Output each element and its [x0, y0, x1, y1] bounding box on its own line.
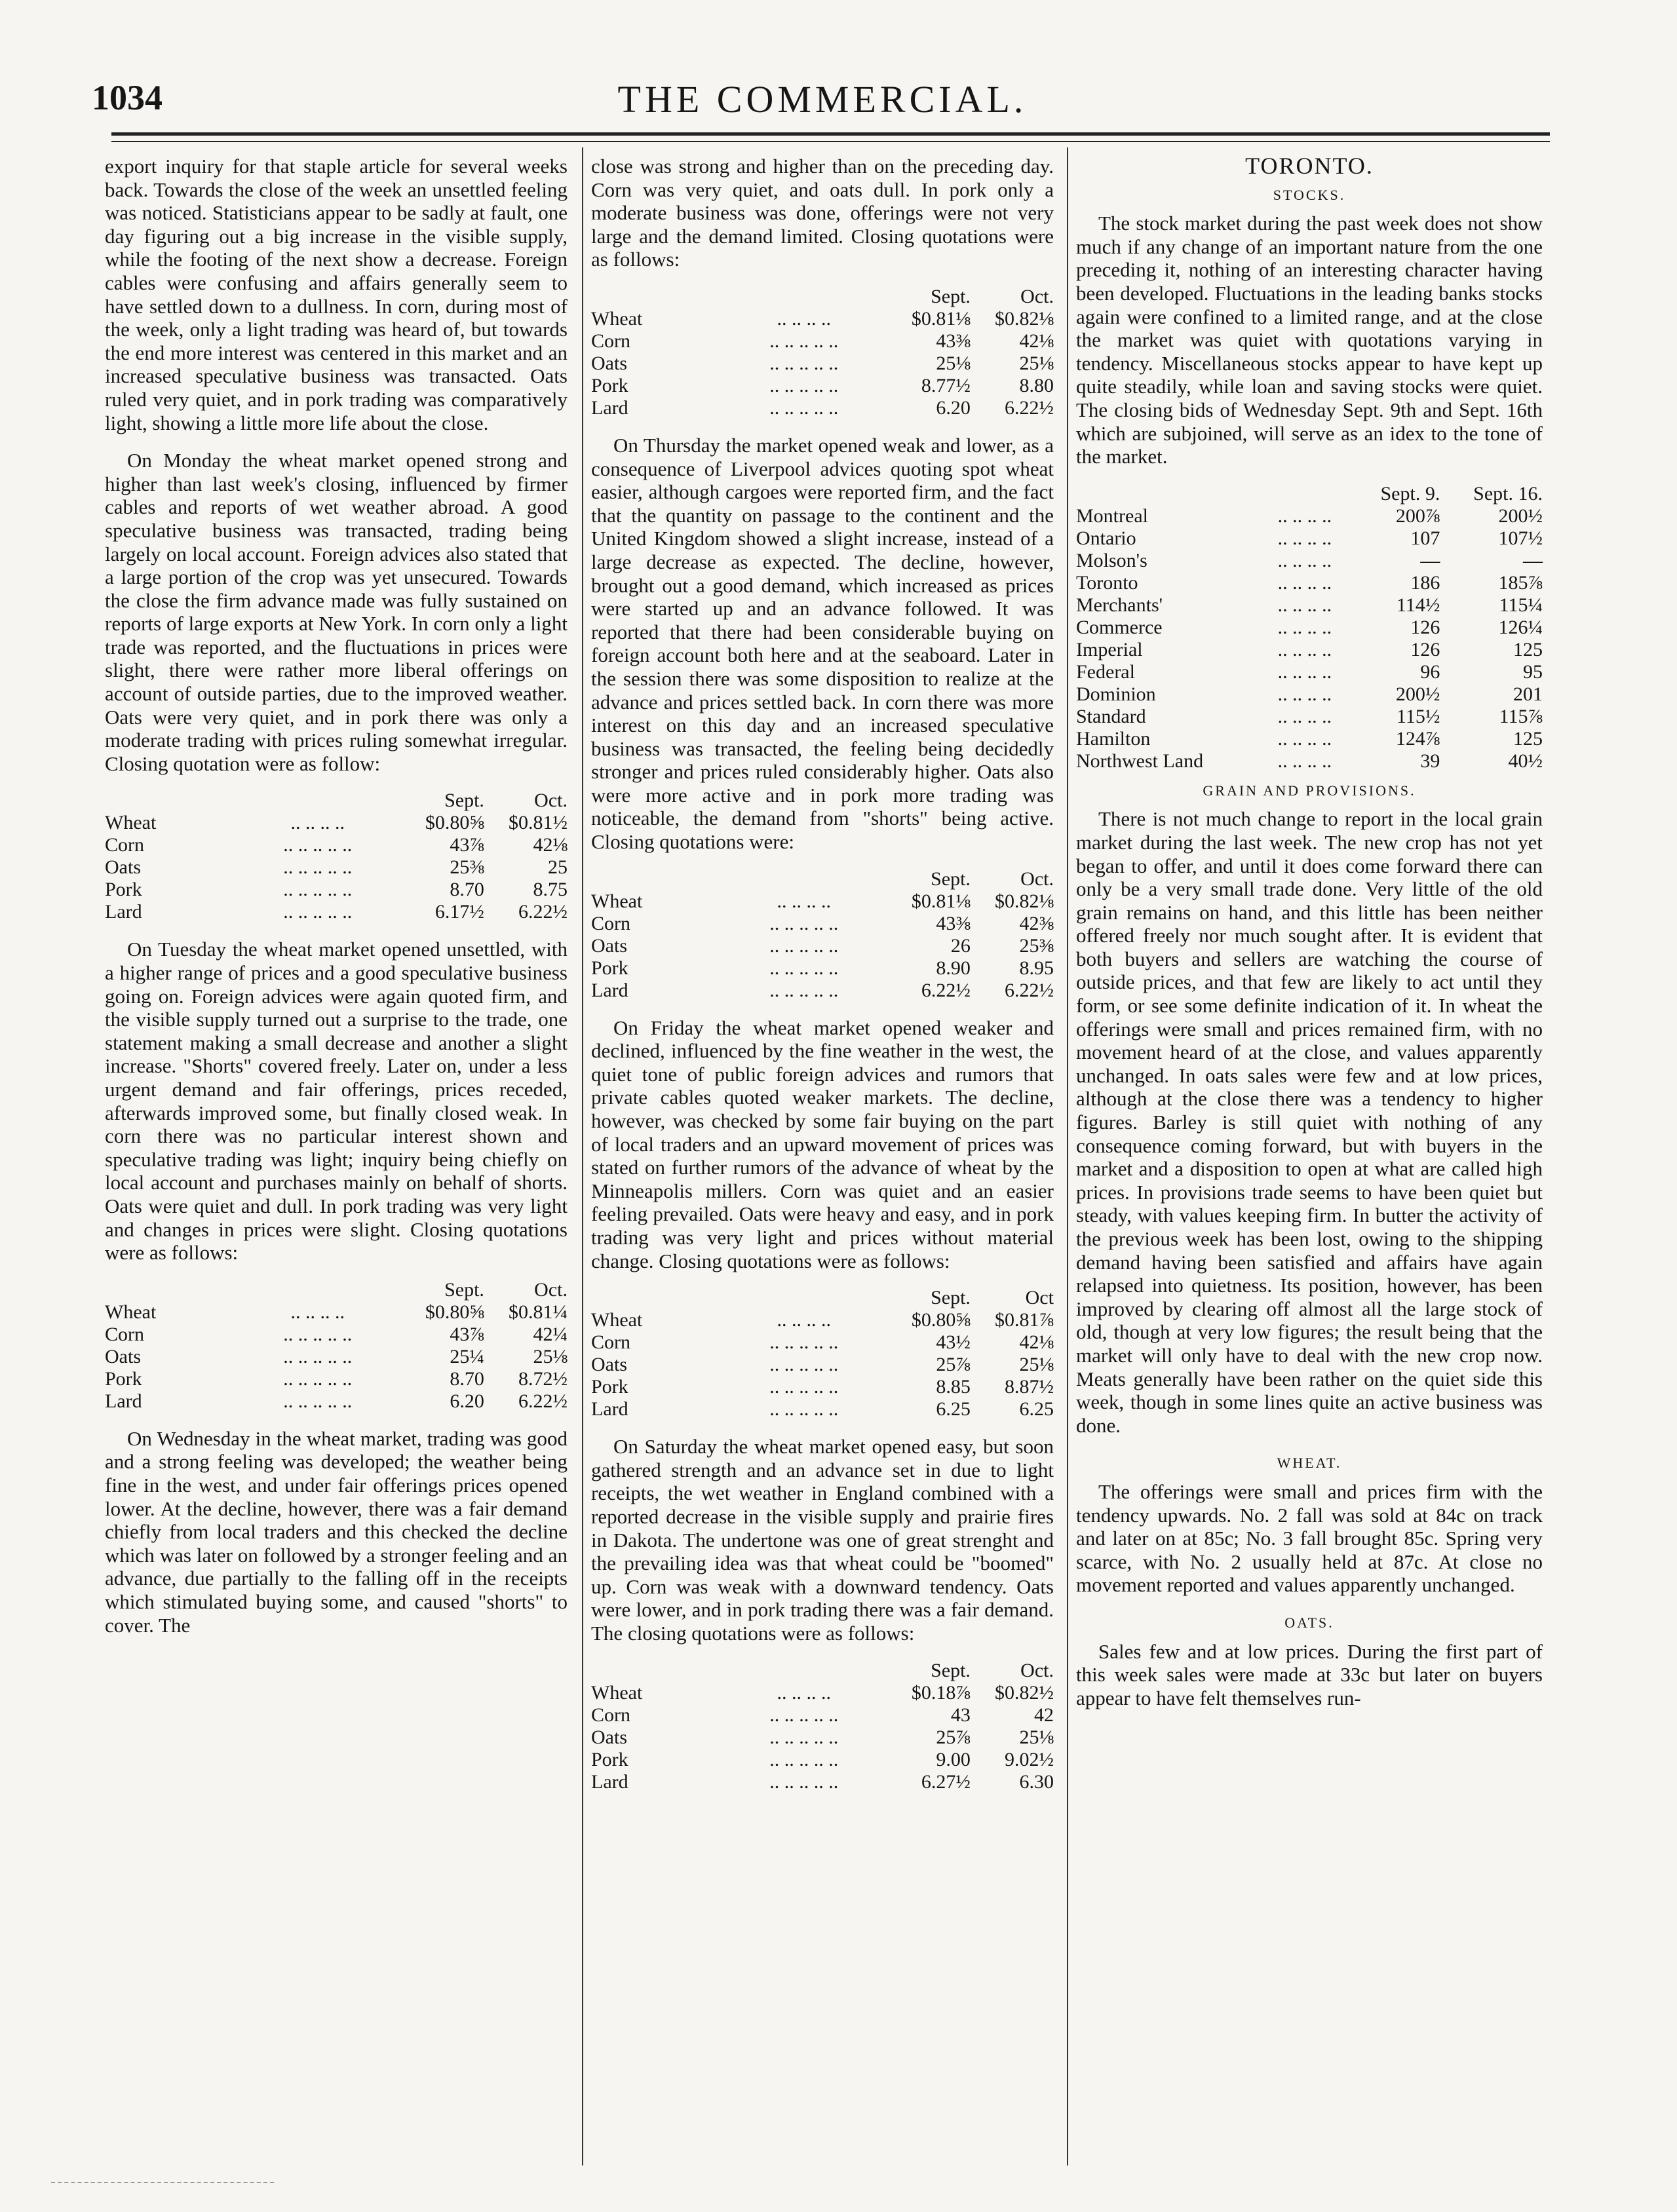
table-row	[105, 879, 568, 901]
table-cell: 43	[950, 1704, 971, 1726]
column-header: Sept.	[931, 1287, 971, 1309]
column-header: Oct.	[534, 1278, 568, 1301]
table-cell: $0.82⅛	[995, 890, 1054, 912]
table-cell: 25⅜	[1019, 934, 1054, 957]
table-row	[1076, 550, 1543, 572]
column-header: Oct.	[1020, 868, 1054, 890]
table-cell: Pork	[591, 957, 628, 979]
table-cell: 43⅞	[450, 1323, 484, 1345]
table-cell: Commerce	[1076, 616, 1163, 638]
table-cell: 186	[1410, 571, 1440, 594]
table-cell: .. .. .. .. ..	[769, 1376, 839, 1398]
table-cell: .. .. .. ..	[1277, 683, 1332, 705]
table-cell: 43⅜	[936, 330, 971, 352]
section-heading: GRAIN AND PROVISIONS.	[1203, 782, 1416, 799]
column-header: Sept.	[931, 285, 971, 307]
column-header: Sept. 9.	[1380, 482, 1440, 505]
table-cell: .. .. .. .. ..	[283, 1390, 353, 1412]
table-cell: 115¼	[1499, 594, 1543, 616]
table-cell: 124⅞	[1395, 727, 1440, 750]
column-header	[1076, 483, 1263, 505]
table-cell: 25⅜	[450, 856, 484, 879]
table-cell: $0.81⅛	[911, 307, 971, 330]
table-cell: Lard	[105, 1390, 142, 1412]
table-cell: .. .. .. .. ..	[769, 1748, 839, 1770]
table-cell: 25	[548, 856, 568, 879]
column-header	[235, 790, 401, 812]
publication-title: THE COMMERCIAL.	[617, 78, 1028, 121]
table-cell: 42⅜	[1019, 912, 1054, 934]
table-cell: $0.18⅞	[911, 1681, 971, 1704]
table-cell: .. .. .. ..	[1277, 660, 1332, 683]
table-cell: Pork	[591, 1748, 628, 1770]
table-cell: 8.80	[1019, 374, 1054, 396]
table-cell: .. .. .. .. ..	[769, 979, 839, 1001]
table-row	[591, 957, 1054, 980]
table-header-row	[1076, 483, 1543, 505]
column-1	[105, 155, 568, 1651]
column-header: Oct.	[1020, 1659, 1054, 1681]
table-cell: 25⅞	[936, 1354, 971, 1376]
table-row	[591, 1749, 1054, 1771]
table-cell: .. .. .. ..	[1277, 571, 1332, 594]
table-header-row	[105, 790, 568, 812]
table-row	[105, 1368, 568, 1390]
table-cell: .. .. .. .. ..	[769, 1354, 839, 1376]
quotation-table	[591, 868, 1054, 1002]
table-row	[105, 901, 568, 923]
table-cell: 125	[1513, 727, 1543, 750]
table-cell: Standard	[1076, 705, 1146, 727]
table-cell: $0.81⅞	[995, 1309, 1054, 1331]
table-cell: Imperial	[1076, 638, 1143, 660]
table-cell: 95	[1523, 660, 1543, 683]
column-header	[591, 286, 721, 308]
table-cell: 8.90	[936, 957, 971, 979]
table-cell: 114½	[1396, 594, 1440, 616]
table-header-row	[591, 286, 1054, 308]
table-row	[1076, 750, 1543, 772]
table-row	[1076, 661, 1543, 683]
table-cell: —	[1420, 549, 1440, 571]
table-cell: .. .. .. .. ..	[283, 1345, 353, 1367]
table-cell: .. .. .. .. ..	[769, 352, 839, 374]
table-cell: 8.72½	[518, 1367, 568, 1390]
table-cell: .. .. .. .. ..	[283, 834, 353, 856]
column-header	[721, 1660, 887, 1682]
table-row	[105, 1324, 568, 1346]
column-header	[721, 286, 887, 308]
table-cell: .. .. .. ..	[777, 1681, 831, 1704]
table-cell: 42⅛	[533, 834, 568, 856]
table-cell: Dominion	[1076, 683, 1156, 705]
table-cell: 6.22½	[518, 901, 568, 923]
table-cell: .. .. .. ..	[777, 1309, 831, 1331]
table-cell: —	[1523, 549, 1543, 571]
table-cell: .. .. .. ..	[1277, 527, 1332, 549]
column-header	[591, 1287, 721, 1309]
table-cell: Pork	[105, 1367, 142, 1390]
quotation-table	[105, 790, 568, 923]
table-cell: 8.75	[533, 879, 568, 901]
table-cell: 42¼	[533, 1323, 568, 1345]
table-row	[105, 1301, 568, 1324]
table-cell: .. .. .. .. ..	[769, 1726, 839, 1748]
table-cell: .. .. .. ..	[290, 812, 345, 834]
table-cell: 107	[1410, 527, 1440, 549]
table-row	[591, 1771, 1054, 1793]
table-cell: .. .. .. .. ..	[769, 957, 839, 979]
article-paragraph: On Friday the wheat market opened weaker and declined, influenced by the fine weather in the west, the quiet tone of public foreign advices and rumors that private cables quoted weaker markets. The decline, however, was checked by some fair buying on the part of local traders and an upward movement of prices was stated on further rumors of the advance of wheat by the Minneapolis millers. Corn was quiet and an easier feeling prevailed. Oats were heavy and easy, and in pork trading was very light and prices without material change. Closing quotations were as follows:	[591, 1016, 1054, 1272]
table-cell: 6.17½	[434, 901, 484, 923]
table-cell: 126¼	[1498, 616, 1543, 638]
column-2	[591, 155, 1054, 1808]
table-row	[1076, 572, 1543, 594]
table-row	[591, 1354, 1054, 1376]
table-cell: 107½	[1498, 527, 1543, 549]
table-cell: .. .. .. .. ..	[769, 1770, 839, 1793]
page-header	[92, 77, 1553, 123]
table-cell: 8.77½	[921, 374, 971, 396]
table-cell: 25⅛	[1019, 1354, 1054, 1376]
table-cell: 6.22½	[1005, 396, 1054, 419]
table-row	[105, 1346, 568, 1368]
section-heading: WHEAT.	[1277, 1455, 1342, 1472]
column-divider-1	[582, 147, 583, 2165]
table-cell: .. .. .. ..	[777, 307, 831, 330]
table-cell: 201	[1513, 683, 1543, 705]
table-header-row	[105, 1279, 568, 1301]
table-cell: Merchants'	[1076, 594, 1163, 616]
table-row	[1076, 683, 1543, 706]
table-cell: .. .. .. ..	[1277, 505, 1332, 527]
table-cell: $0.82⅛	[995, 307, 1054, 330]
table-cell: .. .. .. .. ..	[769, 1704, 839, 1726]
table-row	[591, 1726, 1054, 1749]
section-heading: STOCKS.	[1273, 186, 1346, 203]
column-header	[591, 868, 721, 890]
article-paragraph: Sales few and at low prices. During the first part of this week sales were made at 33c but later on buyers appear to have felt themselves run-	[1076, 1639, 1543, 1709]
table-row	[591, 935, 1054, 957]
table-cell: 42	[1034, 1704, 1054, 1726]
table-cell: Corn	[105, 1323, 144, 1345]
table-cell: 200½	[1498, 505, 1543, 527]
table-cell: Wheat	[591, 1309, 643, 1331]
table-cell: 6.22½	[518, 1390, 568, 1412]
table-cell: 42⅛	[1019, 330, 1054, 352]
table-cell: 126	[1410, 616, 1440, 638]
article-paragraph: On Wednesday in the wheat market, trading was good and a strong feeling was developed; the weather being fine in the west, and under fair offerings prices opened lower. At the decline, however, there was a fair demand chiefly from local traders and this checked the decline which was later on followed by a stronger feeling and an advance, due partially to the falling off in the receipts which stimulated buying some, and caused "shorts" to cover. The	[105, 1426, 568, 1637]
table-cell: 42⅛	[1019, 1331, 1054, 1354]
table-cell: .. .. .. .. ..	[283, 1367, 353, 1390]
table-cell: $0.80⅝	[425, 1301, 484, 1323]
table-cell: Montreal	[1076, 505, 1148, 527]
table-cell: Oats	[105, 856, 141, 879]
table-cell: .. .. .. .. ..	[769, 396, 839, 419]
table-row	[591, 1309, 1054, 1331]
table-cell: .. .. .. ..	[1277, 705, 1332, 727]
table-cell: 26	[950, 934, 971, 957]
table-cell: 8.85	[936, 1376, 971, 1398]
table-cell: 8.95	[1019, 957, 1054, 979]
table-cell: 8.70	[450, 1367, 484, 1390]
table-cell: 6.20	[936, 396, 971, 419]
column-header	[235, 1279, 401, 1301]
table-row	[105, 834, 568, 856]
section-heading: OATS.	[1284, 1614, 1334, 1631]
table-cell: .. .. .. ..	[1277, 638, 1332, 660]
quotation-table	[105, 1279, 568, 1413]
table-cell: $0.81½	[509, 812, 568, 834]
table-cell: 6.22½	[921, 979, 971, 1001]
table-row	[591, 1704, 1054, 1726]
article-paragraph: close was strong and higher than on the preceding day. Corn was very quiet, and oats dull. In pork only a moderate business was done, offerings were not very large and the demand limited. Closing quotations were as follows:	[591, 155, 1054, 271]
table-header-row	[591, 1287, 1054, 1309]
article-paragraph: On Thursday the market opened weak and lower, as a consequence of Liverpool advices quoting spot wheat easier, although cargoes were reported firm, and the fact that the quantity on passage to the continent and the United Kingdom showed a slight increase, instead of a large decrease as expected. The decline, however, brought out a good demand, which increased as prices were started up and an advance followed. It was reported that there had been considerable buying on foreign account both here and at the seaboard. Later in the session there was some disposition to realize at the advance and prices settled back. In corn there was more interest on this day and an increased speculative business was transacted, the feeling being decidedly stronger and prices ruled considerably higher. Oats also were more active and in pork more trading was noticeable, the demand from "shorts" being active. Closing quotations were:	[591, 433, 1054, 854]
table-cell: 185⅞	[1498, 571, 1543, 594]
table-row	[1076, 505, 1543, 527]
table-cell: .. .. .. ..	[1277, 549, 1332, 571]
table-row	[591, 353, 1054, 375]
table-row	[105, 1390, 568, 1413]
table-cell: 6.20	[450, 1390, 484, 1412]
article-paragraph: On Monday the wheat market opened strong and higher than last week's closing, influenced by firmer cables and reports of wet weather abroad. A good speculative business was transacted, trading being largely on local account. Foreign advices also stated that a large portion of the crop was yet unsecured. Towards the close the firm advance made was fully sustained on reports of large exports at New York. In corn only a light trade was reported, and the fluctuations in prices were slight, there were rather more liberal offerings on account of outside parties, due to the improved weather. Oats were very quiet, and in pork there was only a moderate trading with prices ruling somewhat irregular. Closing quotation were as follow:	[105, 449, 568, 775]
table-cell: 125	[1513, 638, 1543, 660]
table-row	[591, 375, 1054, 397]
table-cell: Corn	[105, 834, 144, 856]
column-header	[721, 1287, 887, 1309]
table-cell: 25⅞	[936, 1726, 971, 1748]
article-paragraph: The stock market during the past week does not show much if any change of an important nature from the one preceding it, nothing of an interesting character having been developed. Fluctuations in the leading banks stocks again were confined to a limited range, and at the close the market was quiet with quotations varying in tendency. Miscellaneous stocks appear to have kept up quite steadily, while loan and saving stocks were quiet. The closing bids of Wednesday Sept. 9th and Sept. 16th which are subjoined, will serve as an idex to the tone of the market.	[1076, 212, 1543, 468]
table-cell: .. .. .. .. ..	[283, 856, 353, 879]
table-cell: .. .. .. .. ..	[769, 934, 839, 957]
column-3	[1076, 155, 1543, 1724]
table-cell: 200½	[1395, 683, 1440, 705]
column-header: Sept.	[444, 1278, 484, 1301]
table-cell: 25⅛	[1019, 1726, 1054, 1748]
table-cell: 6.25	[1019, 1398, 1054, 1421]
table-cell: .. .. .. .. ..	[769, 374, 839, 396]
table-cell: Lard	[591, 979, 628, 1001]
table-cell: Corn	[591, 912, 630, 934]
table-cell: Ontario	[1076, 527, 1136, 549]
table-cell: .. .. .. .. ..	[769, 912, 839, 934]
table-cell: 96	[1420, 660, 1440, 683]
table-cell: Pork	[591, 374, 628, 396]
stocks-table	[1076, 483, 1543, 772]
column-header	[105, 790, 235, 812]
table-cell: 25¼	[450, 1345, 484, 1367]
table-cell: Oats	[105, 1345, 141, 1367]
table-cell: Federal	[1076, 660, 1135, 683]
table-row	[591, 980, 1054, 1002]
table-cell: Wheat	[591, 890, 643, 912]
table-cell: 115½	[1396, 705, 1440, 727]
table-cell: Molson's	[1076, 549, 1147, 571]
table-cell: 43⅞	[450, 834, 484, 856]
table-cell: Corn	[591, 1331, 630, 1354]
table-cell: .. .. .. ..	[1277, 750, 1332, 772]
column-header	[105, 1279, 235, 1301]
column-header	[721, 868, 887, 890]
table-row	[591, 397, 1054, 419]
table-cell: Lard	[105, 901, 142, 923]
table-cell: Wheat	[591, 307, 643, 330]
table-row	[591, 1682, 1054, 1704]
table-cell: 8.70	[450, 879, 484, 901]
table-row	[591, 330, 1054, 353]
table-cell: Hamilton	[1076, 727, 1151, 750]
quotation-table	[591, 286, 1054, 419]
table-cell: .. .. .. .. ..	[283, 901, 353, 923]
table-cell: Corn	[591, 1704, 630, 1726]
table-cell: 126	[1410, 638, 1440, 660]
table-cell: $0.80⅝	[911, 1309, 971, 1331]
table-cell: 8.87½	[1005, 1376, 1054, 1398]
table-row	[1076, 706, 1543, 728]
page-edge-mark	[51, 2182, 274, 2183]
table-header-row	[591, 1660, 1054, 1682]
table-cell: .. .. .. .. ..	[283, 1323, 353, 1345]
table-row	[591, 890, 1054, 913]
table-cell: 200⅞	[1395, 505, 1440, 527]
table-row	[105, 812, 568, 834]
table-row	[1076, 639, 1543, 661]
table-cell: 25⅛	[1019, 352, 1054, 374]
table-cell: Lard	[591, 1770, 628, 1793]
column-header: Sept.	[444, 790, 484, 812]
table-cell: Corn	[591, 330, 630, 352]
table-cell: .. .. .. ..	[777, 890, 831, 912]
table-cell: Toronto	[1076, 571, 1138, 594]
table-cell: 9.00	[936, 1748, 971, 1770]
table-row	[591, 913, 1054, 935]
table-cell: Northwest Land	[1076, 750, 1204, 772]
table-cell: Wheat	[105, 1301, 157, 1323]
table-cell: .. .. .. .. ..	[769, 1398, 839, 1421]
table-cell: $0.80⅝	[425, 812, 484, 834]
table-row	[1076, 728, 1543, 750]
table-cell: Pork	[591, 1376, 628, 1398]
table-cell: Oats	[591, 352, 627, 374]
column-header: Oct.	[534, 790, 568, 812]
table-cell: .. .. .. .. ..	[769, 330, 839, 352]
table-cell: Wheat	[591, 1681, 643, 1704]
article-paragraph: On Tuesday the wheat market opened unsettled, with a higher range of prices and a good speculative business going on. Foreign advices were again quoted firm, and the visible supply turned out a surprise to the trade, one statement making a small decrease and another a slight increase. "Shorts" covered freely. Later on, under a less urgent demand and fair offerings, prices receded, afterwards improved some, but finally closed weak. In corn there was no particular interest shown and speculative trading was light; inquiry being chiefly on local account and purchases mainly on behalf of shorts. Oats were quiet and dull. In pork trading was very light and changes in prices were slight. Closing quotations were as follows:	[105, 938, 568, 1265]
table-cell: 6.27½	[921, 1770, 971, 1793]
table-cell: 6.25	[936, 1398, 971, 1421]
article-paragraph: export inquiry for that staple article for several weeks back. Towards the close of the week an unsettled feeling was noticed. Statisticians appear to be sadly at fault, one day figuring out a big increase in the visible supply, while the footing of the next show a decrease. Foreign cables were confusing and affairs generally seem to have settled down to a dullness. In corn, during most of the week, only a light trading was heard of, but towards the end more interest was centered in this market and an increased speculative business was transacted. Oats ruled very quiet, and in pork trading was comparatively light, showing a little more life about the close.	[105, 155, 568, 434]
table-cell: 115⅞	[1499, 705, 1543, 727]
table-row	[591, 1376, 1054, 1398]
table-cell: $0.82½	[995, 1681, 1054, 1704]
table-cell: Lard	[591, 396, 628, 419]
table-cell: 6.22½	[1005, 979, 1054, 1001]
article-paragraph: On Saturday the wheat market opened easy, but soon gathered strength and an advance set in due to light receipts, the wet weather in England combined with a reported decrease in the visible supply and prairie fires in Dakota. The undertone was one of great strenght and the prevailing idea was that wheat could be "boomed" up. Corn was weak with a downward tendency. Oats were lower, and in pork trading there was a fair demand. The closing quotations were as follows:	[591, 1435, 1054, 1645]
column-header: Sept.	[931, 868, 971, 890]
table-row	[105, 856, 568, 879]
table-cell: 43⅜	[936, 912, 971, 934]
table-cell: .. .. .. ..	[290, 1301, 345, 1323]
column-divider-2	[1067, 147, 1068, 2165]
table-cell: 25⅛	[936, 352, 971, 374]
table-cell: Oats	[591, 934, 627, 957]
table-cell: $0.81¼	[509, 1301, 568, 1323]
column-header: Sept. 16.	[1473, 482, 1543, 505]
table-row	[1076, 527, 1543, 550]
table-cell: .. .. .. .. ..	[769, 1331, 839, 1354]
header-rule-thin	[111, 141, 1550, 142]
section-title: TORONTO.	[1245, 153, 1374, 179]
column-header: Oct	[1025, 1287, 1054, 1309]
table-header-row	[591, 868, 1054, 890]
table-row	[591, 308, 1054, 330]
table-cell: 6.30	[1019, 1770, 1054, 1793]
table-cell: .. .. .. ..	[1277, 616, 1332, 638]
table-row	[591, 1398, 1054, 1421]
column-header: Sept.	[931, 1659, 971, 1681]
table-row	[1076, 594, 1543, 617]
table-cell: 40½	[1508, 750, 1543, 772]
article-paragraph: The offerings were small and prices firm with the tendency upwards. No. 2 fall was sold at 84c on track and later on at 85c; No. 3 fall brought 85c. Spring very scarce, with No. 2 usually held at 87c. At close no movement reported and values apparently unchanged.	[1076, 1479, 1543, 1597]
column-header: Oct.	[1020, 285, 1054, 307]
table-cell: Lard	[591, 1398, 628, 1421]
header-rule-thick	[111, 132, 1550, 136]
article-paragraph: There is not much change to report in the local grain market during the last week. The new crop has not yet began to offer, and until it does come forward there can only be a very small trade done. Very little of the old grain remains on hand, and this little has been neither offered freely nor much sought after. It is evident that both buyers and sellers are watching the course of outside prices, and that few are likely to act until they form, or see some definite indication of it. In wheat the offerings were small and prices remained firm, with no movement heard of at the close, and values apparently unchanged. In oats sales were few and at low prices, although at the close there was a tendency to higher figures. Barley is still quiet with nothing of any consequence coming forward, but with buyers in the market and a disposition to open at what are called high prices. In provisions trade seems to have been quiet but steady, with values keeping firm. In butter the activity of the previous week has been lost, owing to the shipping demand having been satisfied and affairs have again relapsed into quietness. Its position, however, has been improved by clearing off almost all the large stock of old, though at very low figures; the result being that the market will only have to deal with the new crop now. Meats generally have been rather on the quiet side this week, though in some lines quite an active business was done.	[1076, 807, 1543, 1437]
quotation-table	[591, 1287, 1054, 1421]
table-cell: Wheat	[105, 812, 157, 834]
table-cell: Oats	[591, 1354, 627, 1376]
table-cell: .. .. .. ..	[1277, 594, 1332, 616]
table-cell: .. .. .. ..	[1277, 727, 1332, 750]
table-cell: Pork	[105, 879, 142, 901]
column-header	[1263, 483, 1347, 505]
table-cell: 39	[1420, 750, 1440, 772]
page-number: 1034	[92, 78, 163, 117]
table-row	[591, 1331, 1054, 1354]
table-cell: 25⅛	[533, 1345, 568, 1367]
table-cell: 9.02½	[1005, 1748, 1054, 1770]
table-cell: Oats	[591, 1726, 627, 1748]
table-cell: $0.81⅛	[911, 890, 971, 912]
quotation-table	[591, 1660, 1054, 1793]
table-row	[1076, 617, 1543, 639]
table-cell: 43½	[936, 1331, 971, 1354]
table-cell: .. .. .. .. ..	[283, 879, 353, 901]
column-header	[591, 1660, 721, 1682]
